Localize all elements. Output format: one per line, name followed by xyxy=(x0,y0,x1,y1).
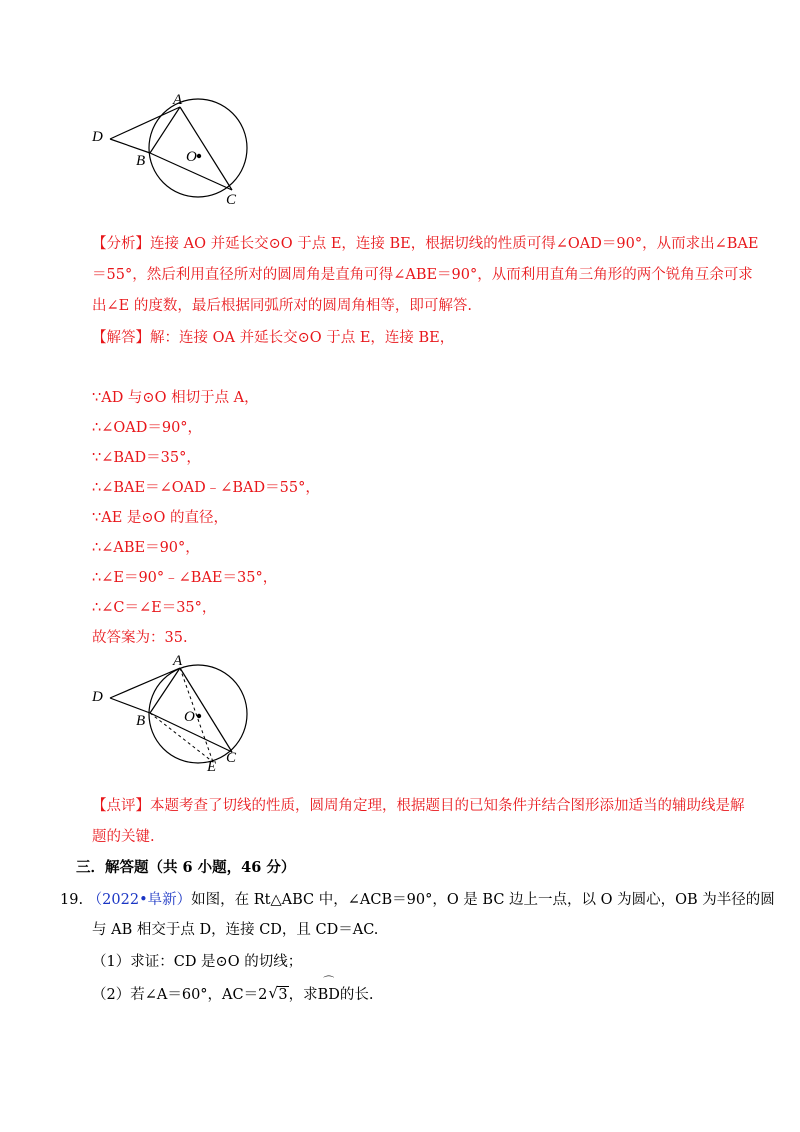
question-text-1: 如图，在 Rt△ABC 中，∠ACB＝90°，O 是 BC 边上一点，以 O 为圆心，OB 为半径的圆 xyxy=(191,892,775,908)
solution-step-8: ∴∠C＝∠E＝35°， xyxy=(92,600,217,616)
question-part-2-prefix: （2）若∠A＝60°，AC＝2 xyxy=(92,987,268,1003)
question-source: （2022•阜新） xyxy=(87,892,192,908)
fig2-label-a: A xyxy=(173,653,183,669)
fig1-label-b: B xyxy=(136,153,146,169)
fig1-label-d: D xyxy=(92,129,103,145)
fig1-label-o: O xyxy=(186,149,197,165)
fig2-label-b: B xyxy=(136,713,146,729)
solution-answer: 故答案为：35. xyxy=(92,630,188,646)
fig2-label-c: C xyxy=(226,750,237,766)
question-number: 19. xyxy=(60,892,84,908)
sqrt-symbol: √ 3 xyxy=(268,984,288,1003)
question-part-2 xyxy=(92,975,374,1005)
question-part-1: （1）求证：CD 是⊙O 的切线； xyxy=(92,954,303,970)
fig2-label-e: E xyxy=(207,759,217,775)
analysis-line-3: 出∠E 的度数，最后根据同弧所对的圆周角相等，即可解答. xyxy=(92,298,472,314)
comment-tag: 【点评】 xyxy=(92,798,150,814)
analysis-line-1: 连接 AO 并延长交⊙O 于点 E，连接 BE，根据切线的性质可得∠OAD＝90°，从而求出∠BAE xyxy=(150,236,759,252)
analysis-line-2: ＝55°，然后利用直径所对的圆周角是直角可得∠ABE＝90°，从而利用直角三角形的两个锐角互余可求 xyxy=(92,267,753,283)
question-part-2-suffix: 的长. xyxy=(339,987,374,1003)
fig1-label-c: C xyxy=(226,192,237,208)
arc-bd-label: BD xyxy=(317,987,340,1003)
sqrt-radicand: 3 xyxy=(278,987,288,1003)
fig1-label-a: A xyxy=(173,92,183,108)
solution-step-4: ∴∠BAE＝∠OAD﹣∠BAD＝55°， xyxy=(92,480,320,496)
fig2-label-o: O xyxy=(184,709,195,725)
question-text-2: 与 AB 相交于点 D，连接 CD，且 CD＝AC. xyxy=(92,922,379,938)
solution-step-5: ∵AE 是⊙O 的直径， xyxy=(92,510,229,526)
arc-bd: ⌒ BD xyxy=(317,975,340,1003)
analysis-tag: 【分析】 xyxy=(92,236,150,252)
solution-step-6: ∴∠ABE＝90°， xyxy=(92,540,200,556)
section-title: 三．解答题（共 6 小题，46 分） xyxy=(76,859,296,876)
solution-step-2: ∴∠OAD＝90°， xyxy=(92,420,203,436)
comment-line-1: 本题考查了切线的性质，圆周角定理，根据题目的已知条件并结合图形添加适当的辅助线是解 xyxy=(150,798,745,814)
solution-intro: 解：连接 OA 并延长交⊙O 于点 E，连接 BE， xyxy=(150,330,455,346)
solution-step-7: ∴∠E＝90°﹣∠BAE＝35°， xyxy=(92,570,278,586)
solution-step-1: ∵AD 与⊙O 相切于点 A， xyxy=(92,390,259,406)
comment-line-2: 题的关键. xyxy=(92,829,155,845)
solution-step-3: ∵∠BAD＝35°， xyxy=(92,450,201,466)
question-part-2-mid: ，求 xyxy=(288,987,318,1003)
fig2-label-d: D xyxy=(92,689,103,705)
solution-tag: 【解答】 xyxy=(92,330,150,346)
